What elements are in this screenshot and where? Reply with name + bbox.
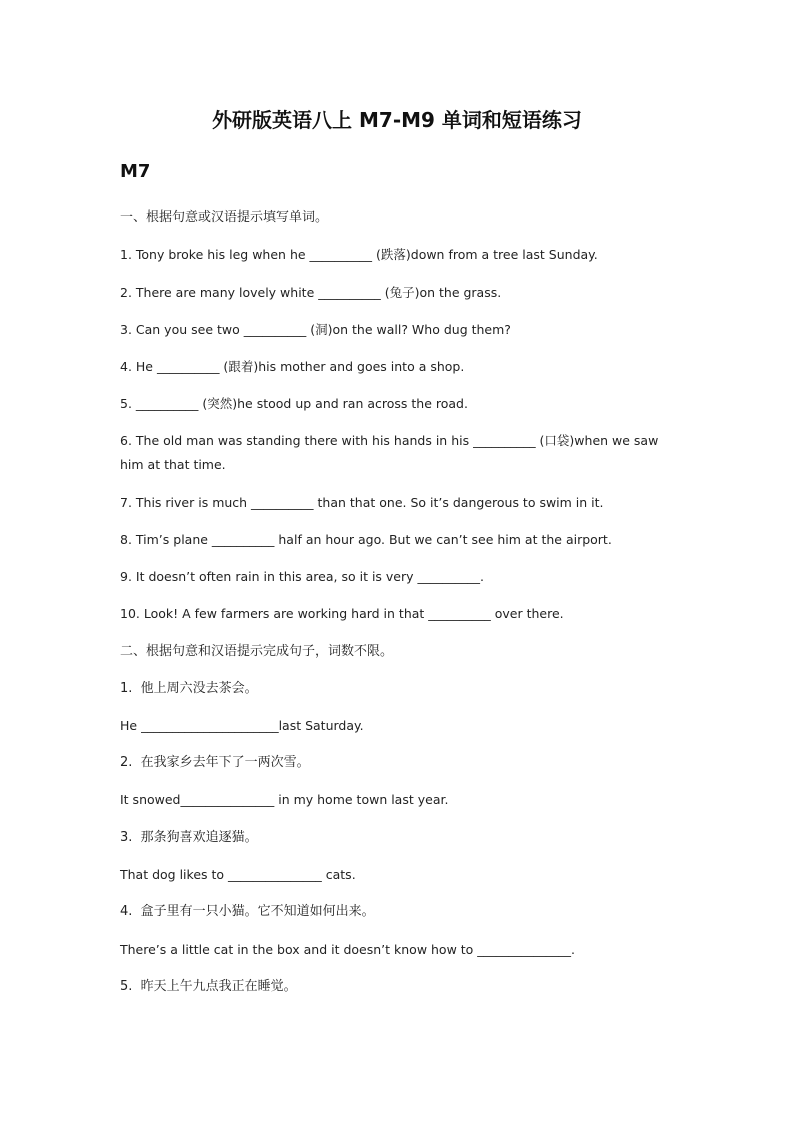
exercise-item: 1. Tony broke his leg when he __________ (跌落)down from a tree last Sunday. bbox=[120, 247, 598, 262]
section-2-heading: 二、根据句意和汉语提示完成句子，词数不限。 bbox=[120, 644, 394, 659]
chinese-prompt: 2. 在我家乡去年下了一两次雪。 bbox=[120, 755, 310, 770]
exercise-item: 7. This river is much __________ than that one. So it’s dangerous to swim in it. bbox=[120, 495, 604, 510]
exercise-item: 2. There are many lovely white __________ (兔子)on the grass. bbox=[120, 285, 502, 300]
exercise-item: 6. The old man was standing there with his hands in his __________ (口袋)when we saw him at that time. bbox=[120, 433, 663, 472]
exercise-item: 4. He __________ (跟着)his mother and goes into a shop. bbox=[120, 359, 465, 374]
module-heading: M7 bbox=[120, 161, 151, 182]
english-sentence: That dog likes to _______________ cats. bbox=[120, 867, 356, 882]
exercise-item: 10. Look! A few farmers are working hard in that __________ over there. bbox=[120, 606, 564, 621]
section-1-heading: 一、根据句意或汉语提示填写单词。 bbox=[120, 210, 329, 225]
chinese-prompt: 3. 那条狗喜欢追逐猫。 bbox=[120, 830, 258, 845]
chinese-prompt: 1. 他上周六没去茶会。 bbox=[120, 681, 258, 696]
english-sentence: There’s a little cat in the box and it doesn’t know how to _______________. bbox=[120, 942, 576, 957]
english-sentence: He ______________________last Saturday. bbox=[120, 718, 364, 733]
exercise-item: 3. Can you see two __________ (洞)on the wall? Who dug them? bbox=[120, 322, 511, 337]
exercise-item: 9. It doesn’t often rain in this area, so it is very __________. bbox=[120, 569, 484, 584]
page-title: 外研版英语八上 M7-M9 单词和短语练习 bbox=[212, 108, 582, 132]
exercise-item: 8. Tim’s plane __________ half an hour ago. But we can’t see him at the airport. bbox=[120, 532, 612, 547]
english-sentence: It snowed_______________ in my home town last year. bbox=[120, 792, 449, 807]
exercise-item: 5. __________ (突然)he stood up and ran across the road. bbox=[120, 396, 468, 411]
chinese-prompt: 5. 昨天上午九点我正在睡觉。 bbox=[120, 979, 297, 994]
chinese-prompt: 4. 盒子里有一只小猫。它不知道如何出来。 bbox=[120, 904, 375, 919]
